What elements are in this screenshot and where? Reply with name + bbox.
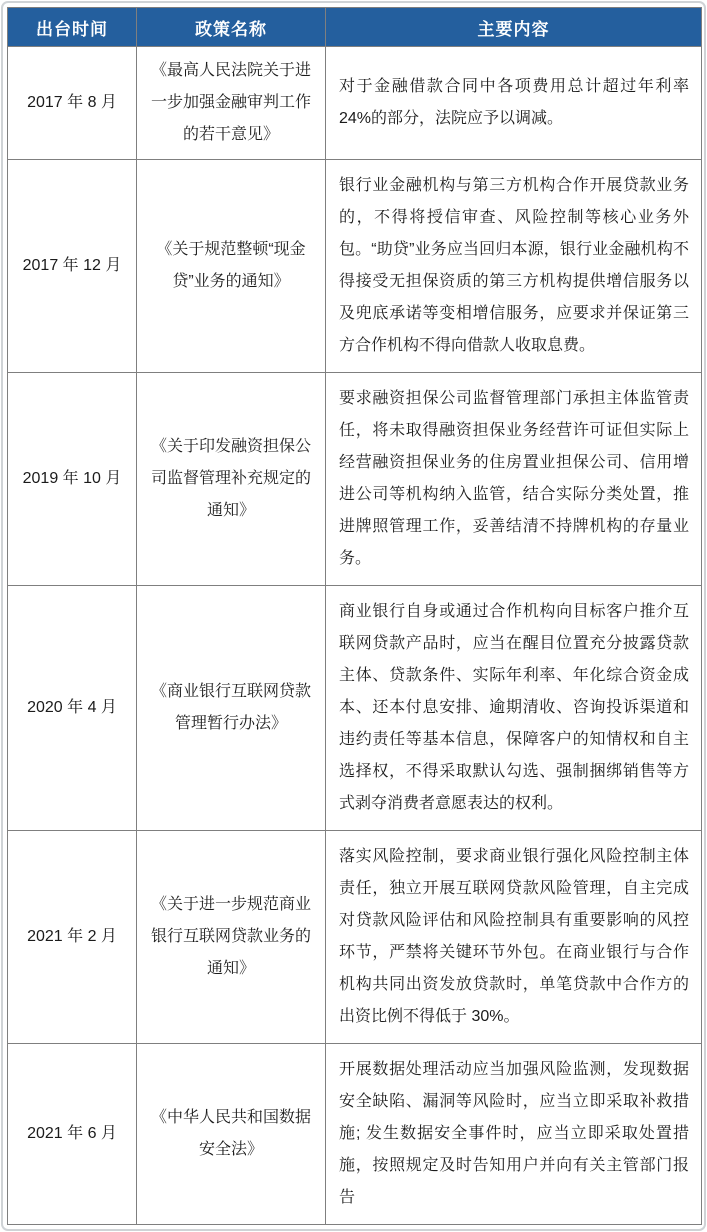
policy-table xyxy=(7,7,702,1225)
policy-date: 2019 年 10 月 xyxy=(8,373,137,586)
col-header-policy: 政策名称 xyxy=(137,8,326,47)
policy-name: 《中华人民共和国数据安全法》 xyxy=(137,1044,326,1225)
policy-name: 《关于印发融资担保公司监督管理补充规定的通知》 xyxy=(137,373,326,586)
policy-date: 2021 年 2 月 xyxy=(8,831,137,1044)
policy-content: 商业银行自身或通过合作机构向目标客户推介互联网贷款产品时，应当在醒目位置充分披露贷款主体、贷款条件、实际年利率、年化综合资金成本、还本付息安排、逾期清收、咨询投诉渠道和违约责任等基本信息，保障客户的知情权和自主选择权，不得采取默认勾选、强制捆绑销售等方式剥夺消费者意愿表达的权利。 xyxy=(326,586,702,831)
col-header-date: 出台时间 xyxy=(8,8,137,47)
policy-date: 2017 年 8 月 xyxy=(8,47,137,160)
policy-content: 要求融资担保公司监督管理部门承担主体监管责任，将未取得融资担保业务经营许可证但实际上经营融资担保业务的住房置业担保公司、信用增进公司等机构纳入监管，结合实际分类处置，推进牌照管理工作，妥善结清不持牌机构的存量业务。 xyxy=(326,373,702,586)
policy-name: 《关于进一步规范商业银行互联网贷款业务的通知》 xyxy=(137,831,326,1044)
table-row xyxy=(8,586,702,831)
col-header-content: 主要内容 xyxy=(326,8,702,47)
policy-date: 2020 年 4 月 xyxy=(8,586,137,831)
policy-content: 银行业金融机构与第三方机构合作开展贷款业务的，不得将授信审查、风险控制等核心业务外包。“助贷”业务应当回归本源，银行业金融机构不得接受无担保资质的第三方机构提供增信服务以及兜底承诺等变相增信服务，应要求并保证第三方合作机构不得向借款人收取息费。 xyxy=(326,160,702,373)
table-row xyxy=(8,47,702,160)
policy-name: 《最高人民法院关于进一步加强金融审判工作的若干意见》 xyxy=(137,47,326,160)
policy-content: 开展数据处理活动应当加强风险监测，发现数据安全缺陷、漏洞等风险时，应当立即采取补救措施; 发生数据安全事件时，应当立即采取处置措施，按照规定及时告知用户并向有关主管部门报告 xyxy=(326,1044,702,1225)
header-row xyxy=(8,8,702,47)
table-frame xyxy=(1,1,706,1231)
policy-name: 《商业银行互联网贷款管理暂行办法》 xyxy=(137,586,326,831)
policy-date: 2021 年 6 月 xyxy=(8,1044,137,1225)
policy-content: 落实风险控制，要求商业银行强化风险控制主体责任，独立开展互联网贷款风险管理，自主完成对贷款风险评估和风险控制具有重要影响的风控环节，严禁将关键环节外包。在商业银行与合作机构共同出资发放贷款时，单笔贷款中合作方的出资比例不得低于 30%。 xyxy=(326,831,702,1044)
table-row xyxy=(8,831,702,1044)
table-row xyxy=(8,160,702,373)
table-row xyxy=(8,1044,702,1225)
policy-content: 对于金融借款合同中各项费用总计超过年利率 24%的部分，法院应予以调减。 xyxy=(326,47,702,160)
policy-date: 2017 年 12 月 xyxy=(8,160,137,373)
policy-name: 《关于规范整顿“现金贷”业务的通知》 xyxy=(137,160,326,373)
table-row xyxy=(8,373,702,586)
